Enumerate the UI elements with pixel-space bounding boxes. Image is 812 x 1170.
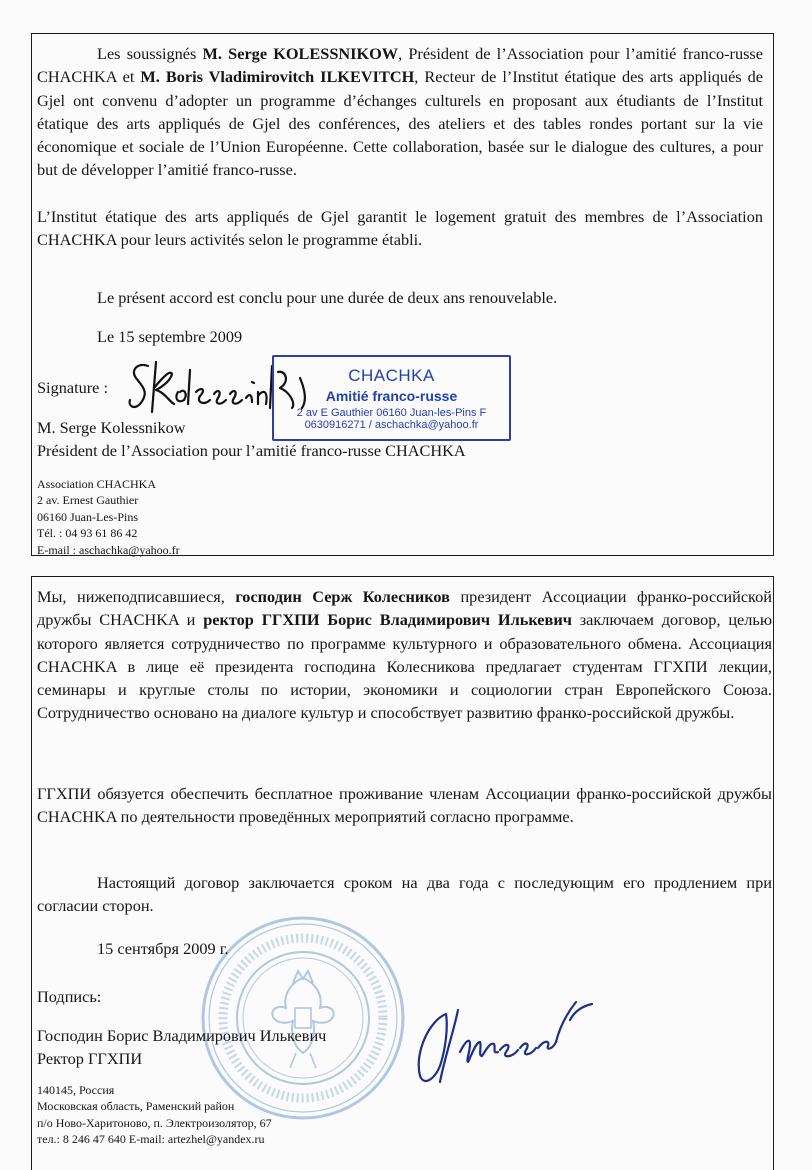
french-signature-label: Signature :	[37, 378, 108, 397]
stamp-line-2: Amitié franco-russe	[325, 388, 458, 404]
french-signer-name: M. Serge Kolessnikow	[37, 418, 186, 437]
russian-signer-name: Господин Борис Владимирович Илькевич	[37, 1026, 327, 1045]
address-line: 06160 Juan-Les-Pins	[37, 509, 138, 524]
russian-paragraph-2: ГГХПИ обязуется обеспечить бесплатное проживание членам Ассоциации франко-российской дружбы CHACHKA по деятельности проведённых мероприятий согласно программе.	[37, 784, 772, 827]
signer-2-name-bold: ректор ГГХПИ Борис Владимирович Илькевич	[203, 610, 572, 630]
russian-paragraph-3: Настоящий договор заключается сроком на два года с последующим его продлением при согласии сторон.	[37, 873, 772, 916]
text-span: , Recteur de l’Institut étatique des arts appliqués de Gjel ont convenu d’adopter un programme d’échanges culturels en proposant aux étudiants de l’Institut étatique des arts appliqués de Gjel des conférences, des ateliers et des tables rondes portant sur la vie économique et sociale de l’Union Européenne. Cette collaboration, basée sur le dialogue des cultures, a pour but de développer l’amitié franco-russe.	[37, 67, 764, 180]
address-line: 2 av. Ernest Gauthier	[37, 493, 139, 508]
text-span: Les soussignés	[97, 44, 203, 63]
stamp-line-1: CHACHKA	[348, 366, 435, 385]
russian-signer-title: Ректор ГГХПИ	[37, 1049, 143, 1068]
text-span: , Président de l’Association pour l’amitié franco-russe CHACHKA et	[37, 44, 763, 87]
text-span: Мы, нижеподписавшиеся,	[37, 587, 236, 606]
russian-address-block	[37, 1082, 272, 1148]
stamp-line-3: 2 av E Gauthier 06160 Juan-les-Pins F	[296, 407, 487, 419]
signer-1-name-bold: господин Серж Колесников	[235, 587, 450, 606]
stamp-line-4: 0630916271 / aschachka@yahoo.fr	[304, 419, 479, 431]
russian-date: 15 сентября 2009 г.	[97, 939, 229, 958]
address-line: 140145, Россия	[37, 1083, 115, 1097]
address-line: Tél. : 04 93 61 86 42	[37, 526, 138, 541]
french-paragraph-2: L’Institut étatique des arts appliqués de Gjel garantit le logement gratuit des membres de l’Association CHACHKA pour leurs activités selon le programme établi.	[37, 207, 763, 250]
address-line: E-mail : aschachka@yahoo.fr	[37, 542, 180, 557]
address-line: Московская область, Раменский район	[37, 1099, 235, 1114]
russian-signature-label: Подпись:	[37, 987, 102, 1006]
signer-1-name-bold: M. Serge KOLESSNIKOW	[202, 44, 399, 63]
text-span: заключаем договор, целью которого является сотрудничество по программе культурного и образовательного обмена. Ассоциация CHACHKA в лице её президента господина Колесникова предлагает студентам ГГХПИ лекции, семинары и круглые столы по истории, экономики и социологии стран Европейского Союза. Сотрудничество основано на диалоге культур и способствует развитию франко-российской дружбы.	[37, 610, 773, 723]
text-span: президент Ассоциации франко-российской дружбы CHACHKA и	[37, 587, 772, 630]
russian-paragraph-1	[37, 585, 772, 725]
signer-2-name-bold: M. Boris Vladimirovitch ILKEVITCH	[140, 67, 415, 87]
french-paragraph-3: Le présent accord est conclu pour une durée de deux ans renouvelable.	[97, 288, 558, 307]
french-signer-title: Président de l’Association pour l’amitié franco-russe CHACHKA	[37, 441, 466, 460]
address-line: Association CHACHKA	[37, 477, 156, 491]
address-line: п/о Ново-Харитоново, п. Электроизолятор, 67	[37, 1115, 272, 1130]
french-date: Le 15 septembre 2009	[97, 327, 243, 346]
ilkevich-signature-icon	[400, 980, 600, 1090]
french-address-block	[37, 476, 180, 558]
french-paragraph-1	[37, 42, 763, 182]
address-line: тел.: 8 246 47 640 E-mail: artezhel@yandex.ru	[37, 1132, 265, 1147]
